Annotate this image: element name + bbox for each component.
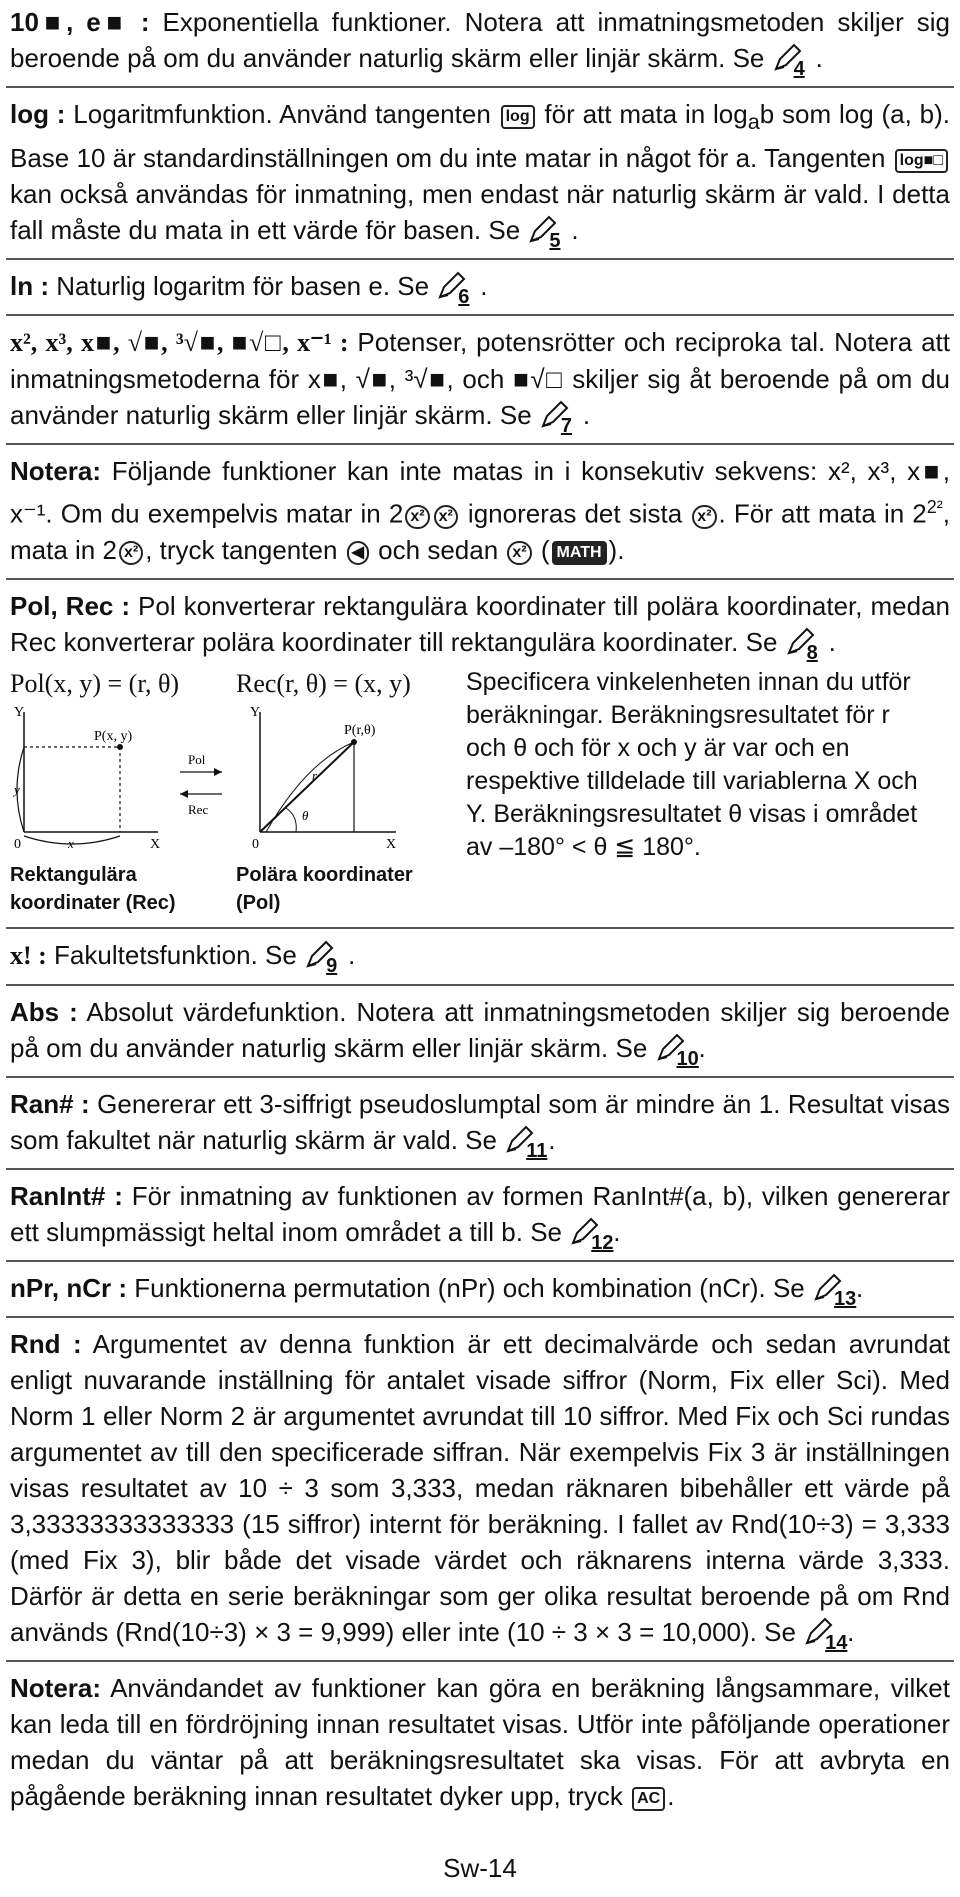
x-squared-key-icon: x² [434,505,458,529]
section-text: Potenser, potensrötter och reciproka tal. Notera att inmatningsmetoderna för x■, √■, ³√■, och ■√□ skiljer sig åt beroende på om du använder naturlig skärm eller linjär skärm. Se [10,327,951,431]
section-text: b som log (a, b). Base 10 är standardinställningen om du inte matar in något för a. Tangenten [10,99,950,174]
section-text: Logaritmfunktion. Använd tangenten [65,99,499,129]
superscript: 2² [926,497,943,518]
section-text: . För att mata in 2 [718,498,927,529]
polar-diagram [236,666,452,917]
section-text: , mata in 2 [10,498,951,565]
section-note-sequence [6,451,954,580]
section-text: För inmatning av funktionen av formen RanInt#(a, b), vilken genererar ett slumpmässigt heltal inom området a till b. Se [10,1180,951,1247]
point-label: P(x, y) [94,728,133,744]
y-axis-label: Y [14,704,25,720]
section-text: ). [608,534,625,565]
section-ln: ln : Naturlig logaritm för basen e. Se 6 . [6,266,954,316]
section-text: Funktionerna permutation (nPr) och kombination (nCr). Se [127,1272,812,1303]
section-text: Exponentiella funktioner. Notera att inmatningsmetoden skiljer sig beroende på om du använder naturlig skärm eller linjär skärm. Se [10,7,950,73]
section-text: Användandet av funktioner kan göra en beräkning långsammare, vilket kan leda till en fördröjning innan resultatet visas. Utför inte påföljande operationer medan du väntar på att beräkningsresultatet ska visas. För att avbryta en pågående beräkning innan resultatet dyker upp, tryck [10,1672,950,1811]
origin-label: 0 [252,836,259,852]
point-label: P(r,θ) [344,722,376,738]
section-exponential: 10■, e■ : Exponentiella funktioner. Notera att inmatningsmetoden skiljer sig beroende på om du använder naturlig skärm eller linjär skärm. Se 4 . [6,2,954,88]
pencil-ref-icon: 13 [812,1273,856,1305]
section-text: Följande funktioner kan inte matas in i konsekutiv sekvens: x², x³, x■, x⁻¹. Om du exempelvis matar in 2 [10,456,950,529]
section-text: Naturlig logaritm för basen e. Se [49,271,437,302]
pencil-ref-icon: 9 [304,940,348,972]
section-title: nPr, nCr : [10,1272,128,1303]
rect-coordinates-figure [10,702,236,852]
pencil-ref-icon: 12 [569,1217,613,1249]
section-npr-ncr: nPr, nCr : Funktionerna permutation (nPr) och kombination (nCr). Se 13 . [6,1268,954,1318]
pencil-ref-icon: 14 [803,1617,847,1649]
section-title: RanInt# : [10,1180,123,1211]
section-title: Pol, Rec : [10,590,131,621]
section-title: x! : [10,940,47,970]
rect-diagram [10,666,236,917]
x-axis-label: X [150,836,161,852]
pol-formula: Pol(x, y) = (r, θ) [10,668,180,698]
pencil-ref-icon: 4 [772,43,816,75]
section-title: Abs : [10,996,78,1027]
section-pol-rec: Pol, Rec : Pol konverterar rektangulära koordinater till polära koordinater, medan Rec konverterar polära koordinater till rektangulära koordinater. Se 8 . Pol(x, y) = (r, θ) Y X 0 P(x, y) y x Pol Rec Rektangulära koordinater (Rec) Rec(r, θ) = (x, y) Y X 0 P(r,θ) r θ Polära koordinater (Pol) Specificera vinkelenheten innan du utför beräkningar. Beräkningsresultatet för r och θ och för x och y är var och en respektive tilldelade till variablerna X och Y. Beräkningsresultatet θ visas i området av –180° < θ ≦ 180°. [6,586,954,929]
x-squared-key-icon: x² [119,541,143,565]
pencil-ref-icon: 8 [785,627,829,659]
section-text: kan också användas för inmatning, men endast när naturlig skärm är vald. I detta fall måste du mata in ett värde för basen. Se [10,179,950,246]
section-text: , tryck tangenten [145,534,345,565]
pencil-ref-icon: 10 [655,1033,699,1065]
section-note-speed: Notera: Användandet av funktioner kan göra en beräkning långsammare, vilket kan leda till en fördröjning innan resultatet visas. Utför inte påföljande operationer medan du väntar på att beräkningsresultatet ska visas. För att avbryta en pågående beräkning innan resultatet dyker upp, tryck AC . [10,1672,950,1811]
section-abs: Abs : Absolut värdefunktion. Notera att inmatningsmetoden skiljer sig beroende på om du använder naturlig skärm eller linjär skärm. Se 10 . [6,992,954,1078]
section-title: Ran# : [10,1088,90,1119]
section-title: 10■, e■ : [10,7,150,37]
y-length-label: y [14,781,20,797]
rec-arrow-label: Rec [188,801,209,817]
manual-page [6,2,954,1830]
x-axis-label: X [386,836,397,852]
section-text: Genererar ett 3-siffrigt pseudoslumptal som är mindre än 1. Resultat visas som fakultet när naturlig skärm är vald. Se [10,1088,950,1155]
section-log: log : Logaritmfunktion. Använd tangenten log för att mata in $\log_ab$ som log (a, b). Base 10 är standardinställningen om du inte matar in något för a. Tangenten log■□ kan också användas för inmatning, men endast när naturlig skärm är vald. I detta fall måste du mata in ett värde för basen. Se 5 . [6,94,954,260]
left-arrow-key-icon: ◀ [347,541,369,565]
y-axis-label: Y [250,704,261,720]
section-title: ln : [10,271,49,302]
section-rnd: Rnd : Argumentet av denna funktion är ett decimalvärde och sedan avrundat enligt nuvarande inställning för antalet visade siffror (Norm, Fix eller Sci). Med Norm 1 eller Norm 2 är argumentet avrundat till 10 siffror. Med Fix och Sci rundas argumentet av till den specificerade siffran. När exempelvis Fix 3 är inställningen visas resultatet av 10 ÷ 3 som 3,333, medan räknaren bibehåller ett värde på 3,33333333333333 (15 siffror) internt för beräkning. I fallet av Rnd(10÷3) = 3,333 (med Fix 3), blir både det visade värdet och räknarens interna värde 3,333. Därför är detta en serie beräkningar som ger olika resultat beroende på om Rnd används (Rnd(10÷3) × 3 = 9,999) eller inte (10 ÷ 3 × 3 = 10,000). Se 14 . [6,1324,954,1662]
section-text: för att mata in log [536,99,748,129]
section-text: Absolut värdefunktion. Notera att inmatningsmetoden skiljer sig beroende på om du använder naturlig skärm eller linjär skärm. Se [10,996,950,1063]
section-text: och sedan [370,534,506,565]
origin-label: 0 [14,836,21,852]
angle-label: θ [302,807,309,823]
angle-note: Specificera vinkelenheten innan du utför beräkningar. Beräkningsresultatet för r och θ och för x och y är var och en respektive tilldelade till variablerna X och Y. Beräkningsresultatet θ visas i området av –180° < θ ≦ 180°. [466,667,918,861]
ac-key-icon: AC [632,1787,665,1811]
x-squared-key-icon: x² [405,505,429,529]
math-key-icon: MATH [552,541,607,565]
section-ran: Ran# : Genererar ett 3-siffrigt pseudoslumptal som är mindre än 1. Resultat visas som fakultet när naturlig skärm är vald. Se 11 . [6,1084,954,1170]
section-text: Argumentet av denna funktion är ett decimalvärde och sedan avrundat enligt nuvarande inställning för antalet visade siffror (Norm, Fix eller Sci). Med Norm 1 eller Norm 2 är argumentet avrundat till 10 siffror. Med Fix och Sci rundas argumentet av till den specificerade siffran. När exempelvis Fix 3 är inställningen visas resultatet av 10 ÷ 3 som 3,333, medan räknaren bibehåller ett värde på 3,33333333333333 (15 siffror) internt för beräkning. I fallet av Rnd(10÷3) = 3,333 (med Fix 3), blir både det visade värdet och räknarens interna värde 3,333. Därför är detta en serie beräkningar som ger olika resultat beroende på om Rnd används (Rnd(10÷3) × 3 = 9,999) eller inte (10 ÷ 3 × 3 = 10,000). Se [10,1328,950,1647]
section-text: Fakultetsfunktion. Se [46,939,305,970]
section-text: Pol konverterar rektangulära koordinater till polära koordinater, medan Rec konverterar polära koordinater till rektangulära koordinater. Se [10,590,950,657]
radius-label: r [312,767,318,783]
section-powers: x², x³, x■, √■, ³√■, ■√□, x⁻¹ : Potenser, potensrötter och reciproka tal. Notera att inmatningsmetoderna för x■, √■, ³√■, och ■√□ skiljer sig åt beroende på om du använder naturlig skärm eller linjär skärm. Se 7 . [6,322,954,445]
section-title: log : [10,99,66,129]
x-squared-key-icon: x² [692,505,716,529]
page-number: Sw-14 [443,1853,517,1883]
x-length-label: x [68,835,74,851]
pencil-ref-icon: 6 [436,271,480,303]
section-ranint: RanInt# : För inmatning av funktionen av formen RanInt#(a, b), vilken genererar ett slumpmässigt heltal inom området a till b. Se 12 . [6,1176,954,1262]
section-text: ( [533,534,550,565]
log-base-key-icon: log■□ [895,149,948,173]
log-key-icon: log [501,105,535,129]
subscript: a [747,109,760,135]
section-title: x², x³, x■, √■, ³√■, ■√□, x⁻¹ : [10,328,349,358]
pol-arrow-label: Pol [188,751,206,767]
section-title: Notera: [10,1672,102,1703]
section-text: ignoreras det sista [459,498,691,529]
coordinate-diagram [10,666,950,917]
section-factorial: x! : Fakultetsfunktion. Se 9 . [6,935,954,986]
polar-caption: Polära koordinater (Pol) [236,863,413,914]
rect-caption: Rektangulära koordinater (Rec) [10,863,176,914]
rec-formula: Rec(r, θ) = (x, y) [236,668,411,698]
polar-coordinates-figure [236,702,452,852]
pencil-ref-icon: 7 [539,400,583,432]
section-title: Notera: [10,456,102,487]
pencil-ref-icon: 5 [527,215,571,247]
section-title: Rnd : [10,1328,82,1359]
pencil-ref-icon: 11 [504,1125,548,1157]
x-squared-key-icon: x² [507,541,531,565]
